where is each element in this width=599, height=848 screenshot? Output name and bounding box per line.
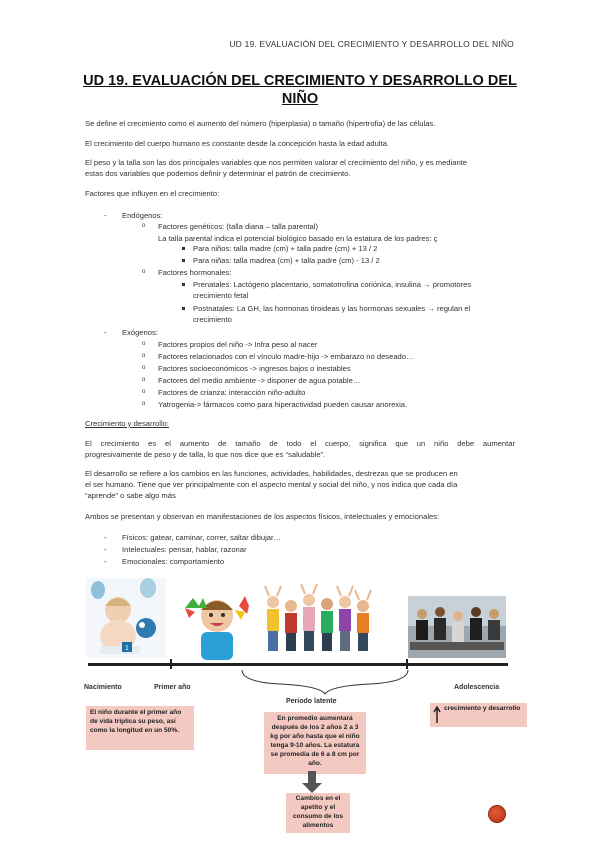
factor-geneticos: Factores genéticos: (talla diana – talla parental) [158, 222, 318, 231]
postnatales-line-2: crecimiento [193, 315, 232, 324]
formula-ninos: Para niños: talla madre (cm) + talla padre (cm) + 13 / 2 [193, 244, 378, 253]
children-illustration [261, 582, 383, 658]
formula-ninas: Para niñas: talla madrea (cm) + talla padre (cm) - 13 / 2 [193, 256, 380, 265]
square-bullet [182, 307, 185, 310]
dash-bullet: - [104, 545, 107, 554]
circle-bullet: o [142, 401, 146, 407]
exogeno-item: Factores del medio ambiente -> disponer de agua potable… [158, 376, 361, 385]
dash-bullet: - [104, 533, 107, 542]
label-nacimiento: Nacimiento [84, 684, 122, 691]
teens-photo [408, 596, 506, 658]
circle-bullet: o [142, 389, 146, 395]
document-title [80, 72, 520, 108]
exogeno-item: Factores relacionados con el vínculo madre-hijo -> embarazo no deseado… [158, 352, 414, 361]
exogeno-item: Factores de crianza: interacción niño-adulto [158, 388, 306, 397]
factor-hormonales: Factores hormonales: [158, 268, 232, 277]
paragraph-desarrollo-line-1: El desarrollo se refiere a los cambios en las funciones, actividades, habilidades, destrezas que se producen en [85, 469, 458, 478]
red-circle-button[interactable] [488, 805, 506, 823]
section-heading-crecimiento: Crecimiento y desarrollo: [85, 419, 169, 428]
paragraph-crecimiento-line-2: progresivamente de peso y de talla, lo que nos dice que es “saludable”. [85, 450, 326, 459]
paragraph-variables [85, 157, 515, 179]
teens-illustration [408, 596, 506, 658]
paragraph-desarrollo-line-2: el ser humano. Tiene que ver principalmente con el aspecto mental y social del niño, y nos indica que cada día [85, 480, 458, 489]
timeline-tick-primer-ano [170, 659, 172, 669]
circle-bullet: o [142, 341, 146, 347]
toddler-paint-photo [183, 588, 251, 660]
circle-bullet: o [142, 365, 146, 371]
aspect-item: Físicos: gatear, caminar, correr, saltar dibujar… [122, 533, 282, 542]
exogeno-item: Yatrogenia-> fármacos como para hiperactividad pueden causar anorexia. [158, 400, 408, 409]
exogeno-item: Factores propios del niño -> Infra peso al nacer [158, 340, 318, 349]
arrow-up-icon [433, 706, 441, 724]
paragraph-variables-line-1: El peso y la talla son las dos principales variables que nos permiten valorar el crecimiento del niño, y es mediante [85, 158, 467, 167]
paragraph-desarrollo-line-3: “aprende” o sabe algo más [85, 491, 176, 500]
paragraph-desarrollo [85, 468, 515, 501]
timeline-bar [88, 663, 508, 666]
square-bullet [182, 259, 185, 262]
dash-bullet: - [104, 328, 107, 337]
paragraph-variables-line-2: estas dos variables que podemos definir y determinar el patrón de crecimiento. [85, 169, 351, 178]
paragraph-ambos: Ambos se presentan y observan en manifestaciones de los aspectos físicos, intelectuales y emocionales: [85, 512, 440, 521]
paragraph-factors-intro: Factores que influyen en el crecimiento: [85, 189, 220, 198]
box-primer-ano: El niño durante el primer año de vida triplica su peso, así como la longitud en un 50%. [86, 706, 194, 750]
aspect-item: Intelectuales: pensar, hablar, razonar [122, 545, 247, 554]
prenatales-line-2: crecimiento fetal [193, 291, 249, 300]
box-adolescencia [430, 703, 527, 727]
prenatales-line-1: Prenatales: Lactógeno placentario, somatotrofina coriónica, insulina → promotores [193, 280, 472, 289]
svg-text:1: 1 [125, 645, 129, 652]
paragraph-crecimiento-line-1: El crecimiento es el aumento de tamaño de todo el cuerpo, significa que un niño debe aumentar [85, 439, 515, 448]
baby-illustration [86, 578, 166, 658]
periodo-latente-brace [240, 668, 410, 696]
postnatales-line-1: Postnatales: La GH, las hormonas tiroideas y las hormonas sexuales → regulan el [193, 304, 471, 313]
endogenos-heading: Endógenos: [122, 211, 163, 220]
box-cambios-apetito: Cambios en el apetito y el consumo de los alimentos [286, 793, 350, 833]
exogeno-item: Factores socioeconómicos -> ingresos bajos o inestables [158, 364, 351, 373]
label-periodo-latente: Periodo latente [286, 698, 337, 705]
square-bullet [182, 247, 185, 250]
title-line-1: UD 19. EVALUACIÓN DEL CRECIMIENTO Y DESARROLLO DEL [83, 73, 517, 89]
label-adolescencia: Adolescencia [454, 684, 500, 691]
paragraph-definition: Se define el crecimiento como el aumento del número (hiperplasia) o tamaño (hipertrofia) de las células. [85, 119, 436, 128]
paragraph-constant-growth: El crecimiento del cuerpo humano es constante desde la concepción hasta la edad adulta. [85, 139, 389, 148]
circle-bullet: o [142, 223, 146, 229]
box-adolescencia-text: crecimiento y desarrollo [444, 705, 521, 712]
dash-bullet: - [104, 557, 107, 566]
dash-bullet: - [104, 211, 107, 220]
square-bullet [182, 283, 185, 286]
exogenos-heading: Exógenos: [122, 328, 158, 337]
arrow-down-icon [300, 771, 324, 793]
toddler-illustration [183, 588, 251, 660]
running-header: UD 19. EVALUACIÓN DEL CRECIMIENTO Y DESARROLLO DEL NIÑO [229, 39, 514, 49]
factor-geneticos-desc: La talla parental indica el potencial biológico basado en la estatura de los padres: ç [158, 234, 438, 243]
aspect-item: Emocionales: comportamiento [122, 557, 225, 566]
label-primer-ano: Primer año [154, 684, 191, 691]
circle-bullet: o [142, 269, 146, 275]
children-group-photo [261, 582, 383, 658]
circle-bullet: o [142, 377, 146, 383]
baby-photo [86, 578, 166, 658]
circle-bullet: o [142, 353, 146, 359]
paragraph-crecimiento [85, 438, 515, 460]
title-line-2: NIÑO [281, 91, 319, 107]
box-periodo-latente: En promedio aumentará después de los 2 años 2 a 3 kg por año hasta que el niño tenga 9-10 años. La estatura se promedia de 6 a 8 cm por año. [264, 712, 366, 774]
